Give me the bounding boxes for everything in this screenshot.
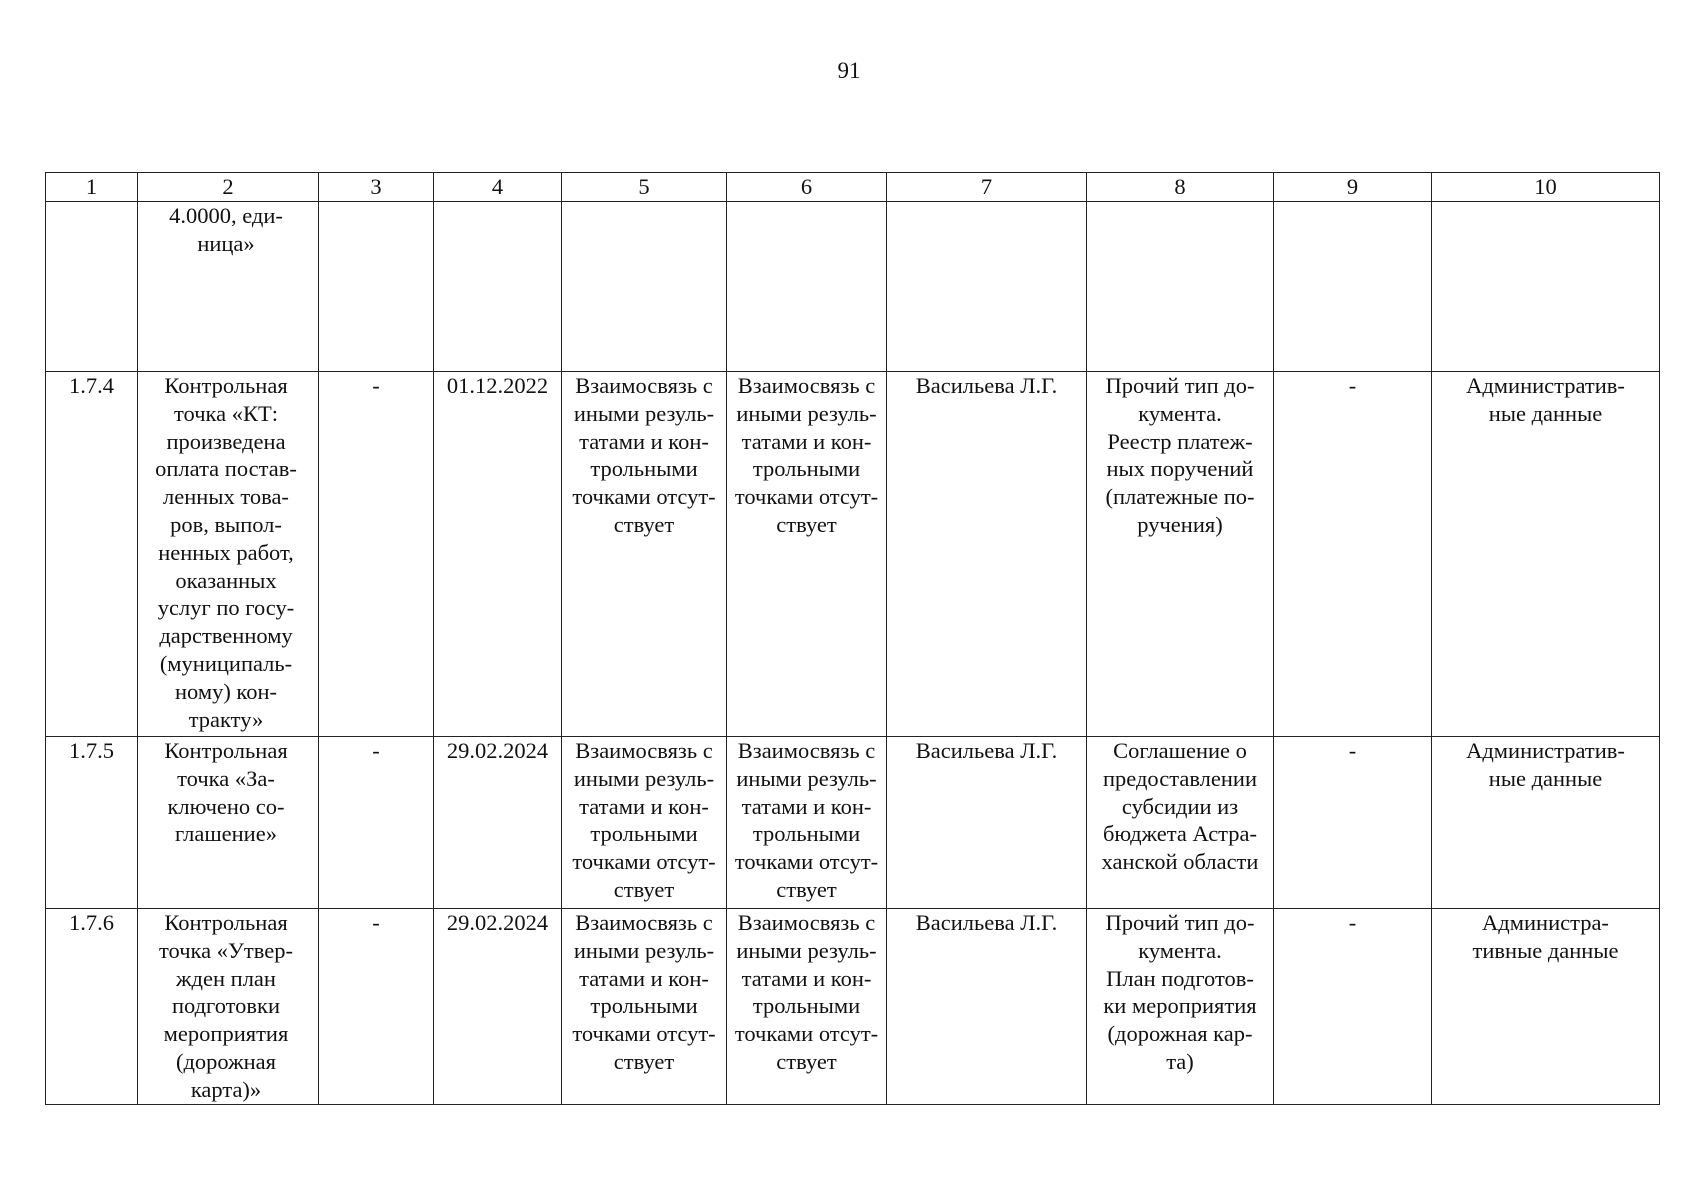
cell-source: Администра- тивные данные <box>1432 909 1660 1105</box>
cell-col3: - <box>319 909 434 1105</box>
cell-document: Соглашение о предоставлении субсидии из бюджета Астра- ханской области <box>1087 737 1274 909</box>
cell-name: Контрольная точка «За- ключено со- глашение» <box>138 737 319 909</box>
column-header: 9 <box>1274 173 1432 202</box>
data-table <box>45 172 1660 1105</box>
page-number: 91 <box>837 58 861 83</box>
cell-responsible: Васильева Л.Г. <box>887 372 1087 737</box>
cell-col5: Взаимосвязь с иными резуль- татами и кон- трольными точками отсут- ствует <box>562 737 727 909</box>
cell-source: Административ- ные данные <box>1432 737 1660 909</box>
column-header: 1 <box>46 173 138 202</box>
cell-source <box>1432 202 1660 372</box>
column-header: 3 <box>319 173 434 202</box>
cell-document <box>1087 202 1274 372</box>
table-row <box>46 737 1660 909</box>
cell-col9: - <box>1274 372 1432 737</box>
cell-col3: - <box>319 372 434 737</box>
cell-document: Прочий тип до- кумента. Реестр платеж- ных поручений (платежные по- ручения) <box>1087 372 1274 737</box>
column-header: 7 <box>887 173 1087 202</box>
cell-col5: Взаимосвязь с иными резуль- татами и кон- трольными точками отсут- ствует <box>562 909 727 1105</box>
cell-document: Прочий тип до- кумента. План подготов- ки мероприятия (дорожная кар- та) <box>1087 909 1274 1105</box>
cell-num: 1.7.4 <box>46 372 138 737</box>
cell-name: Контрольная точка «Утвер- жден план подготовки мероприятия (дорожная карта)» <box>138 909 319 1105</box>
cell-num: 1.7.5 <box>46 737 138 909</box>
cell-responsible <box>887 202 1087 372</box>
cell-responsible: Васильева Л.Г. <box>887 909 1087 1105</box>
table-row <box>46 372 1660 737</box>
header-row <box>46 173 1660 202</box>
cell-col9 <box>1274 202 1432 372</box>
cell-num: 1.7.6 <box>46 909 138 1105</box>
cell-col9: - <box>1274 737 1432 909</box>
cell-name: 4.0000, еди- ница» <box>138 202 319 372</box>
cell-col5: Взаимосвязь с иными резуль- татами и кон- трольными точками отсут- ствует <box>562 372 727 737</box>
cell-date: 01.12.2022 <box>434 372 562 737</box>
cell-num <box>46 202 138 372</box>
column-header: 4 <box>434 173 562 202</box>
cell-source: Административ- ные данные <box>1432 372 1660 737</box>
cell-col6: Взаимосвязь с иными резуль- татами и кон- трольными точками отсут- ствует <box>727 372 887 737</box>
cell-col3 <box>319 202 434 372</box>
column-header: 6 <box>727 173 887 202</box>
cell-date <box>434 202 562 372</box>
column-header: 2 <box>138 173 319 202</box>
column-header: 5 <box>562 173 727 202</box>
table-row <box>46 909 1660 1105</box>
column-header: 8 <box>1087 173 1274 202</box>
cell-responsible: Васильева Л.Г. <box>887 737 1087 909</box>
cell-col6 <box>727 202 887 372</box>
cell-col9: - <box>1274 909 1432 1105</box>
column-header: 10 <box>1432 173 1660 202</box>
cell-col6: Взаимосвязь с иными резуль- татами и кон- трольными точками отсут- ствует <box>727 909 887 1105</box>
cell-name: Контрольная точка «КТ: произведена оплата постав- ленных това- ров, выпол- ненных работ, оказанных услуг по госу- дарственному (муниципаль- ному) кон- тракту» <box>138 372 319 737</box>
cell-col6: Взаимосвязь с иными резуль- татами и кон- трольными точками отсут- ствует <box>727 737 887 909</box>
cell-col5 <box>562 202 727 372</box>
cell-col3: - <box>319 737 434 909</box>
cell-date: 29.02.2024 <box>434 909 562 1105</box>
cell-date: 29.02.2024 <box>434 737 562 909</box>
table-row-continuation <box>46 202 1660 372</box>
